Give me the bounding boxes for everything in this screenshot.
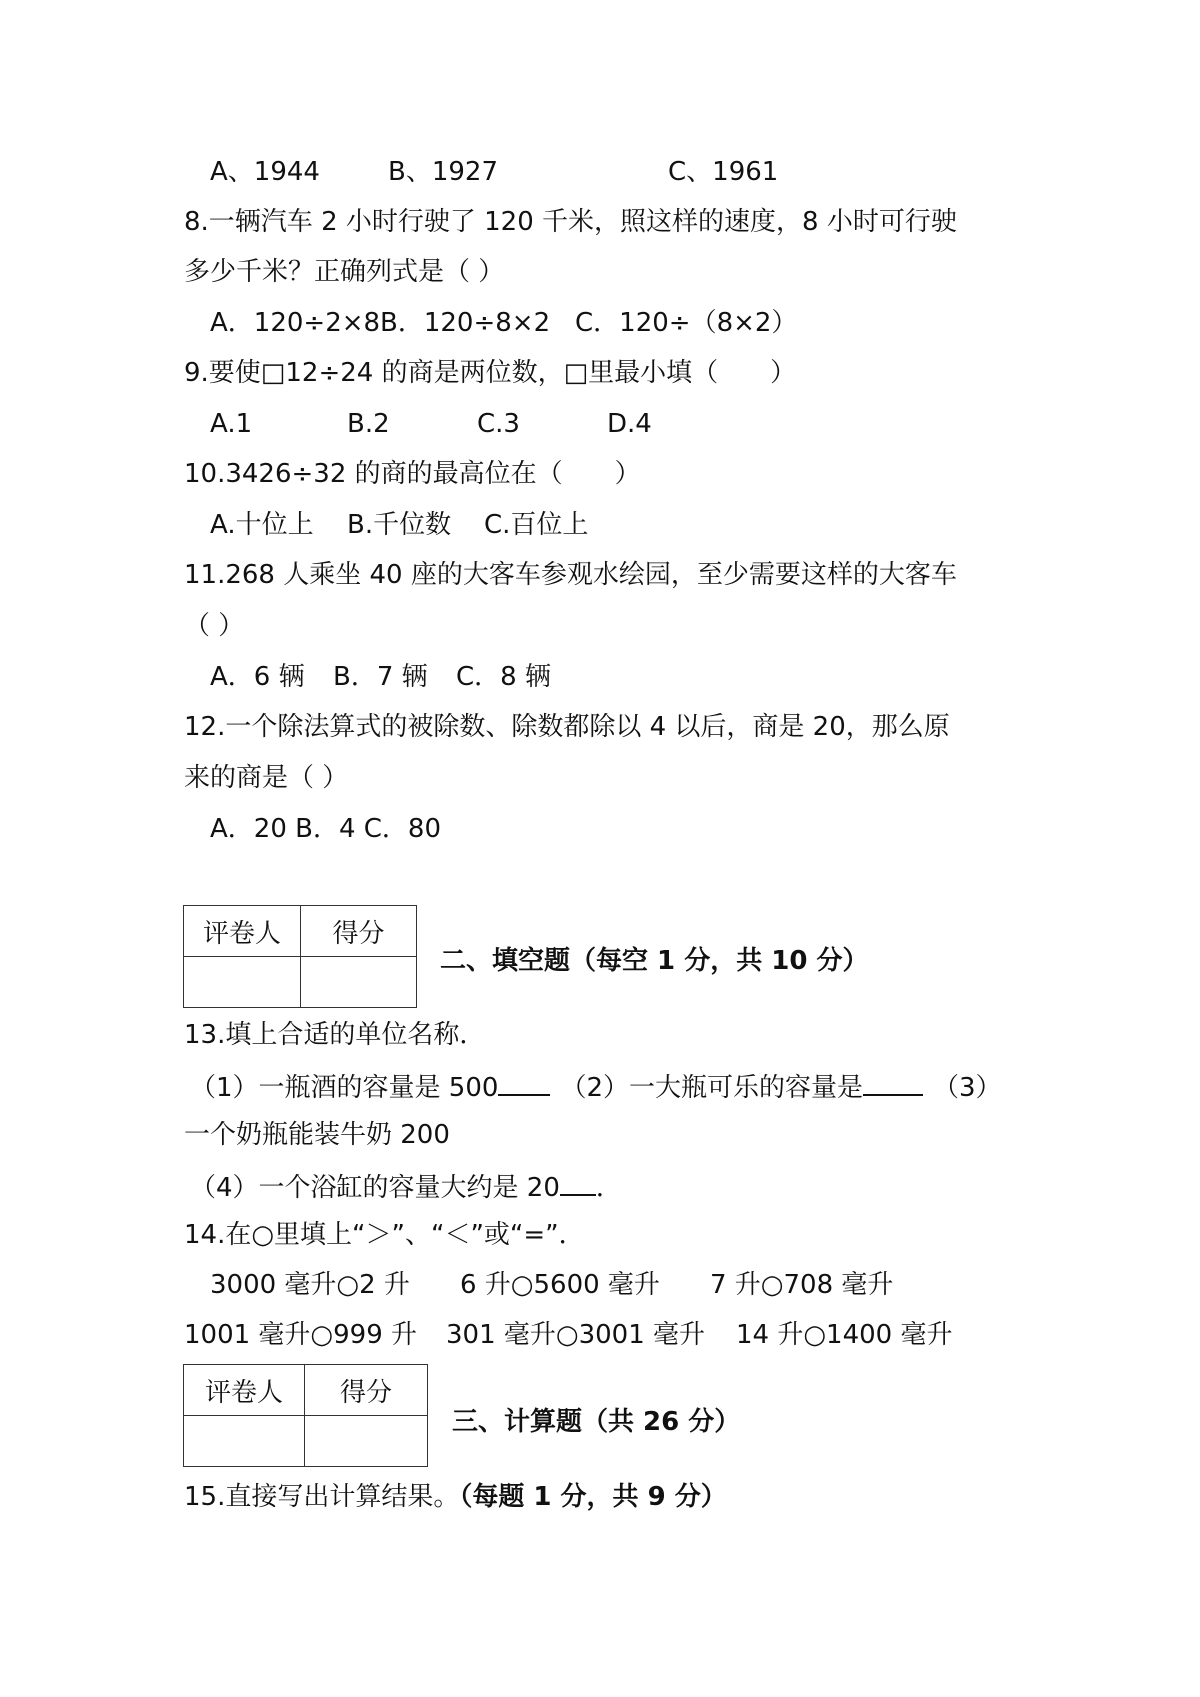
q10-options [210,508,588,542]
score-table-grader-cell[interactable] [184,1416,305,1467]
section2-title: 二、填空题（每空 1 分，共 10 分） [440,946,869,976]
q10-stem: 10.3426÷32 的商的最高位在（ ） [184,459,641,489]
q14-item2: 6 升○5600 毫升 [460,1270,660,1300]
q13-blank4[interactable] [560,1168,596,1196]
q13-line3: 一个奶瓶能装牛奶 200 [184,1120,450,1150]
score-table-score-header: 得分 [301,906,417,957]
q7-option-b: B、1927 [388,157,499,187]
q15-stem [184,1480,727,1514]
q7-option-a: A、1944 [210,157,320,187]
q14-item5: 301 毫升○3001 毫升 [446,1320,706,1350]
q7-option-c: C、1961 [668,157,779,187]
q8-option-c: C．120÷（8×2） [575,308,798,338]
q10-option-a: A.十位上 [210,510,314,540]
q14-item1: 3000 毫升○2 升 [210,1270,410,1300]
score-table-section3 [183,1364,428,1467]
score-table-score-header: 得分 [305,1365,428,1416]
q14-stem: 14.在○里填上“＞”、“＜”或“=”． [184,1220,585,1250]
q13-stem: 13.填上合适的单位名称． [184,1020,486,1050]
score-table-grader-header: 评卷人 [184,906,301,957]
q13-line2 [190,1068,1002,1105]
q15-text: 15.直接写出计算结果。 [184,1482,460,1512]
q11-options [210,660,551,694]
q13-part3: （3） [932,1073,1002,1103]
q10-option-c: C.百位上 [484,510,589,540]
q14-item6: 14 升○1400 毫升 [736,1320,953,1350]
q14-row2 [184,1318,952,1352]
q14-item4: 1001 毫升○999 升 [184,1320,418,1350]
q9-option-d: D.4 [607,409,652,439]
q8-options [210,306,797,340]
q11-option-c: C．8 辆 [456,662,551,692]
q13-part1: （1）一瓶酒的容量是 500 [190,1073,499,1103]
score-table-score-cell[interactable] [305,1416,428,1467]
q13-blank1[interactable] [498,1068,550,1096]
q9-option-c: C.3 [477,409,520,439]
q13-part4: （4）一个浴缸的容量大约是 20 [190,1173,560,1203]
q14-item3: 7 升○708 毫升 [710,1270,894,1300]
score-table-score-cell[interactable] [301,957,417,1008]
score-table-section2 [183,905,417,1008]
q9-option-b: B.2 [347,409,390,439]
section3-title: 三、计算题（共 26 分） [452,1407,741,1437]
q11-stem-line2: （ ） [184,611,245,641]
q13-part2: （2）一大瓶可乐的容量是 [560,1073,863,1103]
score-table-grader-header: 评卷人 [184,1365,305,1416]
q11-option-a: A．6 辆 [210,662,305,692]
q12-options: A．20 B．4 C．80 [210,814,442,844]
q9-options [210,407,652,441]
q10-option-b: B.千位数 [347,510,452,540]
q8-stem-line1: 8.一辆汽车 2 小时行驶了 120 千米，照这样的速度，8 小时可行驶 [184,207,957,237]
q14-row1 [210,1268,893,1302]
q11-stem-line1: 11.268 人乘坐 40 座的大客车参观水绘园，至少需要这样的大客车 [184,560,957,590]
q12-stem-line2: 来的商是（ ） [184,763,349,793]
q9-option-a: A.1 [210,409,253,439]
q8-stem-line2: 多少千米？正确列式是（ ） [184,257,505,287]
q9-stem: 9.要使□12÷24 的商是两位数，□里最小填（ ） [184,358,797,388]
q7-options [210,155,778,189]
q15-note: （每题 1 分，共 9 分） [459,1482,727,1512]
q13-line4 [190,1168,622,1205]
q13-blank2[interactable] [863,1068,923,1096]
q13-part4-end: ． [595,1173,622,1203]
q12-stem-line1: 12.一个除法算式的被除数、除数都除以 4 以后，商是 20，那么原 [184,712,950,742]
q11-option-b: B．7 辆 [333,662,428,692]
score-table-grader-cell[interactable] [184,957,301,1008]
q8-option-b: B．120÷8×2 [380,308,551,338]
q8-option-a: A．120÷2×8 [210,308,381,338]
